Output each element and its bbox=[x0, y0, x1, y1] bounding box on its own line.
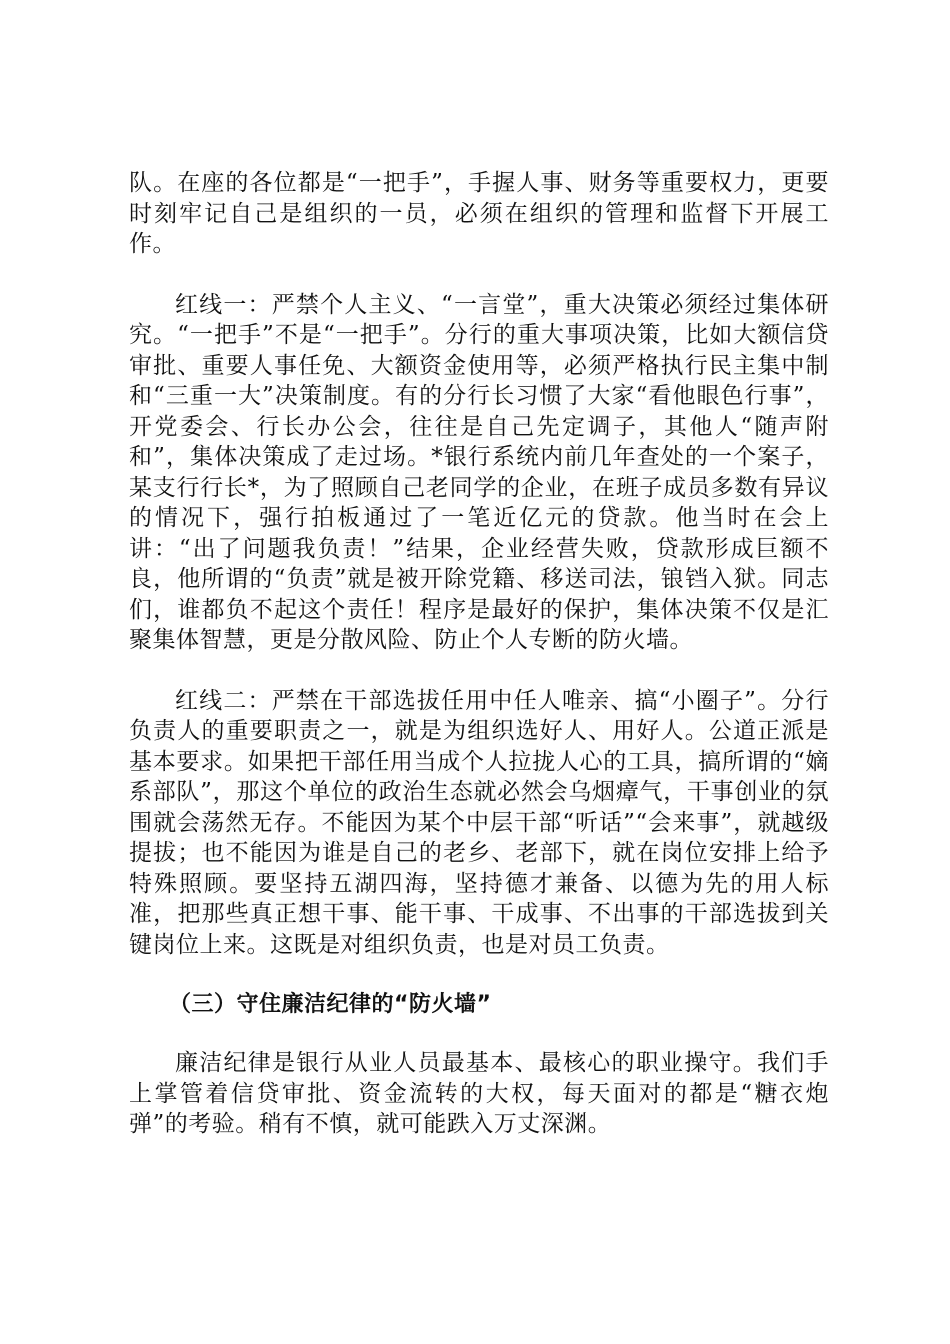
paragraph-integrity-discipline: 廉洁纪律是银行从业人员最基本、最核心的职业操守。我们手上掌管着信贷审批、资金流转的大权，每天面对的都是“糖衣炮弹”的考验。稍有不慎，就可能跌入万丈深渊。 bbox=[129, 1050, 829, 1137]
paragraph-continuation: 队。在座的各位都是“一把手”，手握人事、财务等重要权力，更要时刻牢记自己是组织的一员，必须在组织的管理和监督下开展工作。 bbox=[129, 170, 829, 257]
paragraph-red-line-one: 红线一：严禁个人主义、“一言堂”，重大决策必须经过集体研究。“一把手”不是“一把手”。分行的重大事项决策，比如大额信贷审批、重要人事任免、大额资金使用等，必须严格执行民主集中制和“三重一大”决策制度。有的分行长习惯了大家“看他眼色行事”，开党委会、行长办公会，往往是自己先定调子，其他人“随声附和”，集体决策成了走过场。*银行系统内前几年查处的一个案子，某支行行长*，为了照顾自己老同学的企业，在班子成员多数有异议的情况下，强行拍板通过了一笔近亿元的贷款。他当时在会上讲：“出了问题我负责！”结果，企业经营失败，贷款形成巨额不良，他所谓的“负责”就是被开除党籍、移送司法，锒铛入狱。同志们，谁都负不起这个责任！程序是最好的保护，集体决策不仅是汇聚集体智慧，更是分散风险、防止个人专断的防火墙。 bbox=[129, 291, 829, 653]
paragraph-red-line-two: 红线二：严禁在干部选拔任用中任人唯亲、搞“小圈子”。分行负责人的重要职责之一，就是为组织选好人、用好人。公道正派是基本要求。如果把干部任用当成个人拉拢人心的工具，搞所谓的“嫡系部队”，那这个单位的政治生态就必然会乌烟瘴气，干事创业的氛围就会荡然无存。不能因为某个中层干部“听话”“会来事”，就越级提拔；也不能因为谁是自己的老乡、老部下，就在岗位安排上给予特殊照顾。要坚持五湖四海，坚持德才兼备、以德为先的用人标准，把那些真正想干事、能干事、干成事、不出事的干部选拔到关键岗位上来。这既是对组织负责，也是对员工负责。 bbox=[129, 687, 829, 958]
section-heading: （三）守住廉洁纪律的“防火墙” bbox=[169, 992, 492, 1017]
document-page bbox=[129, 168, 829, 1170]
